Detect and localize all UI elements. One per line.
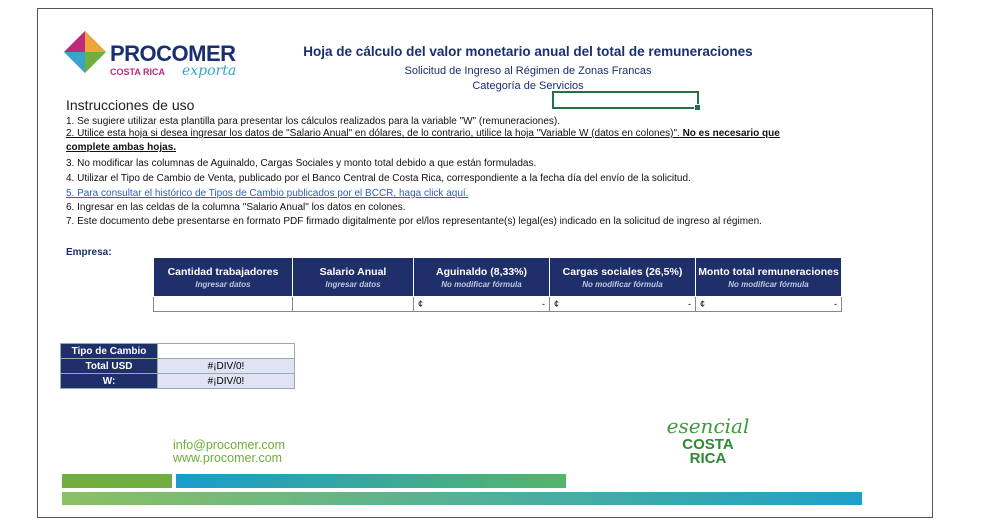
instruction-3: 3. No modificar las columnas de Aguinaldo, Cargas Sociales y monto total debido a que están formuladas. [66,158,537,169]
total-usd-value[interactable]: #¡DIV/0! [158,359,295,374]
w-label: W: [61,374,158,389]
instruction-6: 6. Ingresar en las celdas de la columna "Salario Anual" los datos en colones. [66,202,406,213]
instruction-2-text: 2. Utilice esta hoja si desea ingresar los datos de "Salario Anual" en dólares, de lo contrario, utilice la hoja "Variable W (datos en colones)". [66,128,680,139]
instruction-4: 4. Utilizar el Tipo de Cambio de Venta, publicado por el Banco Central de Costa Rica, correspondiente a la fecha día del envío de la solicitud. [66,173,691,184]
monto-total-cell[interactable]: ¢ - [696,297,842,312]
instruction-1: 1. Se sugiere utilizar esta plantilla para presentar los cálculos realizados para la variable "W" (remuneraciones). [66,116,561,127]
logo-country-text: COSTA RICA [110,67,165,77]
esencial-costa-rica-logo: esencial COSTA RICA [666,414,750,467]
instruction-2 [66,128,780,139]
col-salario-anual: Salario Anual Ingresar datos [293,258,414,297]
cantidad-input-cell[interactable] [154,297,293,312]
logo-tagline-text: exporta [182,63,237,79]
exchange-summary-table [60,343,295,389]
procomer-logo [62,23,237,79]
col-aguinaldo: Aguinaldo (8,33%) No modificar fórmula [414,258,550,297]
page-category: Categoría de Servicios [472,80,584,92]
table-header-row [154,258,842,297]
footer-bar-blue [176,474,566,488]
tipo-cambio-input[interactable] [158,344,295,359]
instruction-7: 7. Este documento debe presentarse en formato PDF firmado digitalmente por el/los representante(s) legal(es) indicado en la solicitud de ingreso al régimen. [66,216,762,227]
footer-bar-gradient [62,492,862,505]
contact-email: info@procomer.com [173,438,286,452]
bccr-link[interactable]: 5. Para consultar el histórico de Tipos de Cambio publicados por el BCCR, haga click aquí. [66,188,469,199]
footer-bar-green [62,474,172,488]
instructions-title: Instrucciones de uso [66,97,195,113]
aguinaldo-cell[interactable]: ¢ - [414,297,550,312]
page-subtitle: Solicitud de Ingreso al Régimen de Zonas Francas [404,65,652,77]
total-usd-label: Total USD [61,359,158,374]
contact-web: www.procomer.com [173,451,283,465]
w-value[interactable]: #¡DIV/0! [158,374,295,389]
empresa-label: Empresa: [66,247,112,258]
instruction-2-note: No es necesario que [679,128,780,139]
tipo-cambio-label: Tipo de Cambio [61,344,158,359]
page-title: Hoja de cálculo del valor monetario anual del total de remuneraciones [303,44,753,59]
procomer-diamond-icon [62,29,108,75]
contact-info [173,439,285,465]
col-monto-total: Monto total remuneraciones No modificar fórmula [696,258,842,297]
selected-cell[interactable] [552,91,699,109]
instruction-2-note-cont: complete ambas hojas. [66,142,177,153]
col-cantidad-trabajadores: Cantidad trabajadores Ingresar datos [154,258,293,297]
salario-input-cell[interactable] [293,297,414,312]
table-row [154,297,842,312]
logo-brand-text: PROCOMER [110,41,236,66]
cargas-cell[interactable]: ¢ - [550,297,696,312]
spreadsheet-sheet [37,8,933,518]
remuneraciones-table [153,257,842,312]
col-cargas-sociales: Cargas sociales (26,5%) No modificar fórmula [550,258,696,297]
